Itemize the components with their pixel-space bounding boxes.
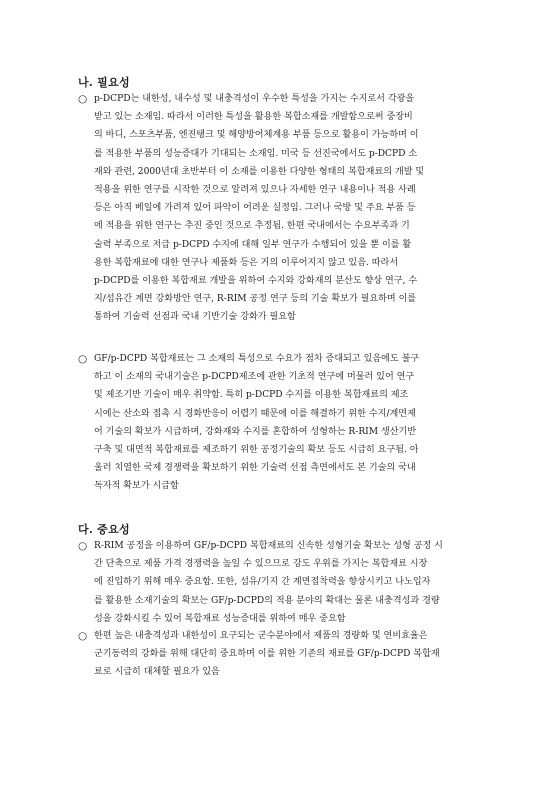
- text-line: 의 바디, 스포츠부품, 엔진탱크 및 해양방어체계용 부품 등으로 활용이 가능하며 이: [94, 130, 419, 141]
- section-heading-importance: 다. 중요성: [78, 523, 130, 536]
- text-line: 를 적용한 부품의 성능증대가 기대되는 소재임. 미국 등 선진국에서도 p-DCPD 소: [94, 148, 418, 159]
- text-line: 구축 및 대면적 복합재료를 제조하기 위한 공정기술의 확보 등도 시급히 요구됨. 아: [94, 445, 419, 456]
- text-line: 술력 부족으로 저급 p-DCPD 수지에 대해 일부 연구가 수행되어 있을 뿐 이를 활: [94, 239, 412, 250]
- paragraph-text: [94, 90, 516, 327]
- paragraph-importance-2: [78, 627, 516, 682]
- text-line: 를 활용한 소재기술의 확보는 GF/p-DCPD의 적용 분야의 확대는 물론 내충격성과 경량: [94, 595, 440, 606]
- bullet-circle: ○: [78, 93, 88, 105]
- text-line: 재와 관련, 2000년대 초반부터 이 소재를 이용한 다양한 형태의 복합재료의 개발 및: [94, 166, 425, 177]
- text-line: 한편 높은 내충격성과 내한성이 요구되는 군수분야에서 제품의 경량화 및 연비효율은: [94, 631, 428, 641]
- bullet-circle: ○: [78, 353, 88, 365]
- text-line: 어 기술의 확보가 시급하며, 강화재와 수지를 혼합하여 성형하는 R-RIM 생산기반: [94, 426, 417, 437]
- text-line: 하고 이 소재의 국내기술은 p-DCPD제조에 관한 기초적 연구에 머물러 있어 연구: [94, 372, 415, 383]
- text-line: 울러 치열한 국제 경쟁력을 확보하기 위한 기술력 선점 측면에서도 본 기술의 국내: [94, 463, 416, 474]
- text-line: 등은 아직 베일에 가려져 있어 파악이 어려운 실정임. 그러나 국방 및 주요 부품 등: [94, 203, 416, 214]
- text-line: GF/p-DCPD 복합재료는 그 소재의 특성으로 수요가 점차 증대되고 있음에도 불구: [94, 354, 420, 364]
- text-line: 에 적용을 위한 연구는 추진 중인 것으로 추정됨. 한편 국내에서는 수요부족과 기: [94, 221, 410, 232]
- text-line: 군기동력의 강화를 위해 대단히 중요하며 이를 위한 기존의 재료를 GF/p-DCPD 복합재: [94, 649, 440, 660]
- paragraph-text: [94, 350, 516, 496]
- text-line: p-DCPD를 이용한 복합재료 개발을 위하여 수지와 강화재의 분산도 향상 연구, 수: [94, 276, 418, 287]
- bullet-circle: ○: [78, 540, 88, 552]
- paragraph-necessity-1: [78, 90, 516, 327]
- text-line: 독자적 확보가 시급함: [94, 481, 179, 492]
- text-line: 받고 있는 소재임. 따라서 이러한 특성을 활용한 복합소재를 개발함으로써 중장비: [94, 112, 413, 123]
- text-line: 적용을 위한 연구를 시작한 것으로 알려져 있으나 자세한 연구 내용이나 적용 사례: [94, 185, 416, 196]
- text-line: 에 진입하기 위해 매우 중요함. 또한, 섬유/기지 간 계면접착력을 향상시키고 나노입자: [94, 577, 431, 588]
- bullet-circle: ○: [78, 630, 88, 642]
- text-line: 성을 강화시킬 수 있어 복합재료 성능증대를 위하여 매우 중요함: [94, 613, 346, 624]
- text-line: 통하여 기술력 선점과 국내 기반기술 강화가 필요함: [94, 312, 296, 323]
- section-heading-necessity: 나. 필요성: [78, 76, 130, 89]
- text-line: 및 제조기반 기술이 매우 취약함. 특히 p-DCPD 수지를 이용한 복합재료의 제조: [94, 390, 409, 401]
- paragraph-text: [94, 627, 516, 682]
- text-line: R-RIM 공정을 이용하여 GF/p-DCPD 복합재료의 신속한 성형기술 확보는 성형 공정 시: [94, 541, 443, 551]
- text-line: 지/섬유간 계면 강화방안 연구, R-RIM 공정 연구 등의 기술 확보가 필요하며 이를: [94, 294, 417, 305]
- text-line: p-DCPD는 내한성, 내수성 및 내충격성이 우수한 특성을 가지는 수지로서 각광을: [94, 94, 415, 104]
- text-line: 료로 시급히 대체할 필요가 있음: [94, 667, 220, 678]
- paragraph-necessity-2: [78, 350, 516, 496]
- text-line: 간 단축으로 제품 가격 경쟁력을 높일 수 있으므로 강도 우위를 가지는 복합재료 시장: [94, 559, 428, 570]
- text-line: 시에는 산소와 접촉 시 경화반응이 어렵기 때문에 이를 해결하기 위한 수지/계면제: [94, 408, 416, 419]
- paragraph-importance-1: [78, 537, 516, 628]
- text-line: 용한 복합재료에 대한 연구나 제품화 등은 거의 이루어지지 않고 있음. 따라서: [94, 257, 399, 268]
- paragraph-text: [94, 537, 516, 628]
